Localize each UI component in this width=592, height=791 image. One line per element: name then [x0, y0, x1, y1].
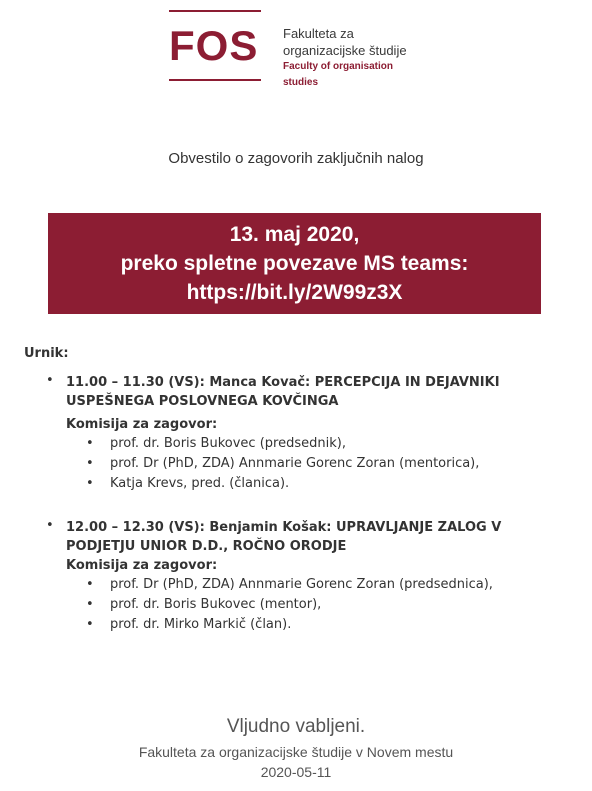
banner-link[interactable]: https://bit.ly/2W99z3X: [186, 281, 403, 304]
bullet-icon: •: [46, 373, 54, 388]
closing-greeting: Vljudno vabljeni.: [226, 716, 366, 737]
bullet-icon: •: [86, 436, 94, 451]
schedule-entry: [24, 373, 574, 494]
logo-top-rule: [169, 10, 261, 12]
bullet-icon: •: [86, 577, 94, 592]
schedule-entry: [24, 518, 574, 635]
bullet-icon: •: [86, 476, 94, 491]
committee-list: [66, 434, 574, 494]
committee-member: • prof. dr. Boris Bukovec (mentor),: [66, 595, 574, 615]
date-link-banner: [48, 213, 541, 314]
logo-text: [283, 25, 429, 91]
bullet-icon: •: [46, 518, 54, 533]
bullet-icon: •: [86, 597, 94, 612]
committee-member: • prof. dr. Mirko Markič (član).: [66, 615, 574, 635]
logo-line-2: organizacijske študije: [283, 43, 407, 58]
banner-platform: preko spletne povezave MS teams:: [120, 252, 469, 275]
bullet-icon: •: [86, 456, 94, 471]
banner-date: 13. maj 2020,: [229, 223, 360, 246]
schedule: [24, 346, 574, 659]
entry-heading: 12.00 – 12.30 (VS): Benjamin Košak: UPRAVLJANJE ZALOG V PODJETJU UNIOR D.D., ROČNO ORODJE: [66, 520, 502, 554]
logo-line-3: Faculty of organisation studies: [283, 61, 394, 88]
committee-member: • Katja Krevs, pred. (članica).: [66, 474, 574, 494]
entry-heading: 11.00 – 11.30 (VS): Manca Kovač: PERCEPCIJA IN DEJAVNIKI USPEŠNEGA POSLOVNEGA KOVČINGA: [66, 375, 500, 409]
notice-title: Obvestilo o zagovorih zaključnih nalog: [168, 150, 424, 167]
closing-faculty: Fakulteta za organizacijske študije v Novem mestu: [138, 744, 454, 760]
committee-label: Komisija za zagovor:: [66, 558, 218, 573]
logo-bottom-rule: [169, 79, 261, 81]
faculty-logo: [169, 10, 429, 86]
committee-member: • prof. Dr (PhD, ZDA) Annmarie Gorenc Zoran (mentorica),: [66, 454, 574, 474]
logo-letters: FOS: [169, 22, 259, 69]
committee-member: • prof. dr. Boris Bukovec (predsednik),: [66, 434, 574, 454]
committee-member: • prof. Dr (PhD, ZDA) Annmarie Gorenc Zoran (predsednica),: [66, 575, 574, 595]
closing-date: 2020-05-11: [260, 764, 332, 780]
logo-line-1: Fakulteta za: [283, 26, 354, 41]
committee-list: [66, 575, 574, 635]
bullet-icon: •: [86, 617, 94, 632]
schedule-label: Urnik:: [24, 346, 69, 361]
committee-label: Komisija za zagovor:: [66, 417, 218, 432]
